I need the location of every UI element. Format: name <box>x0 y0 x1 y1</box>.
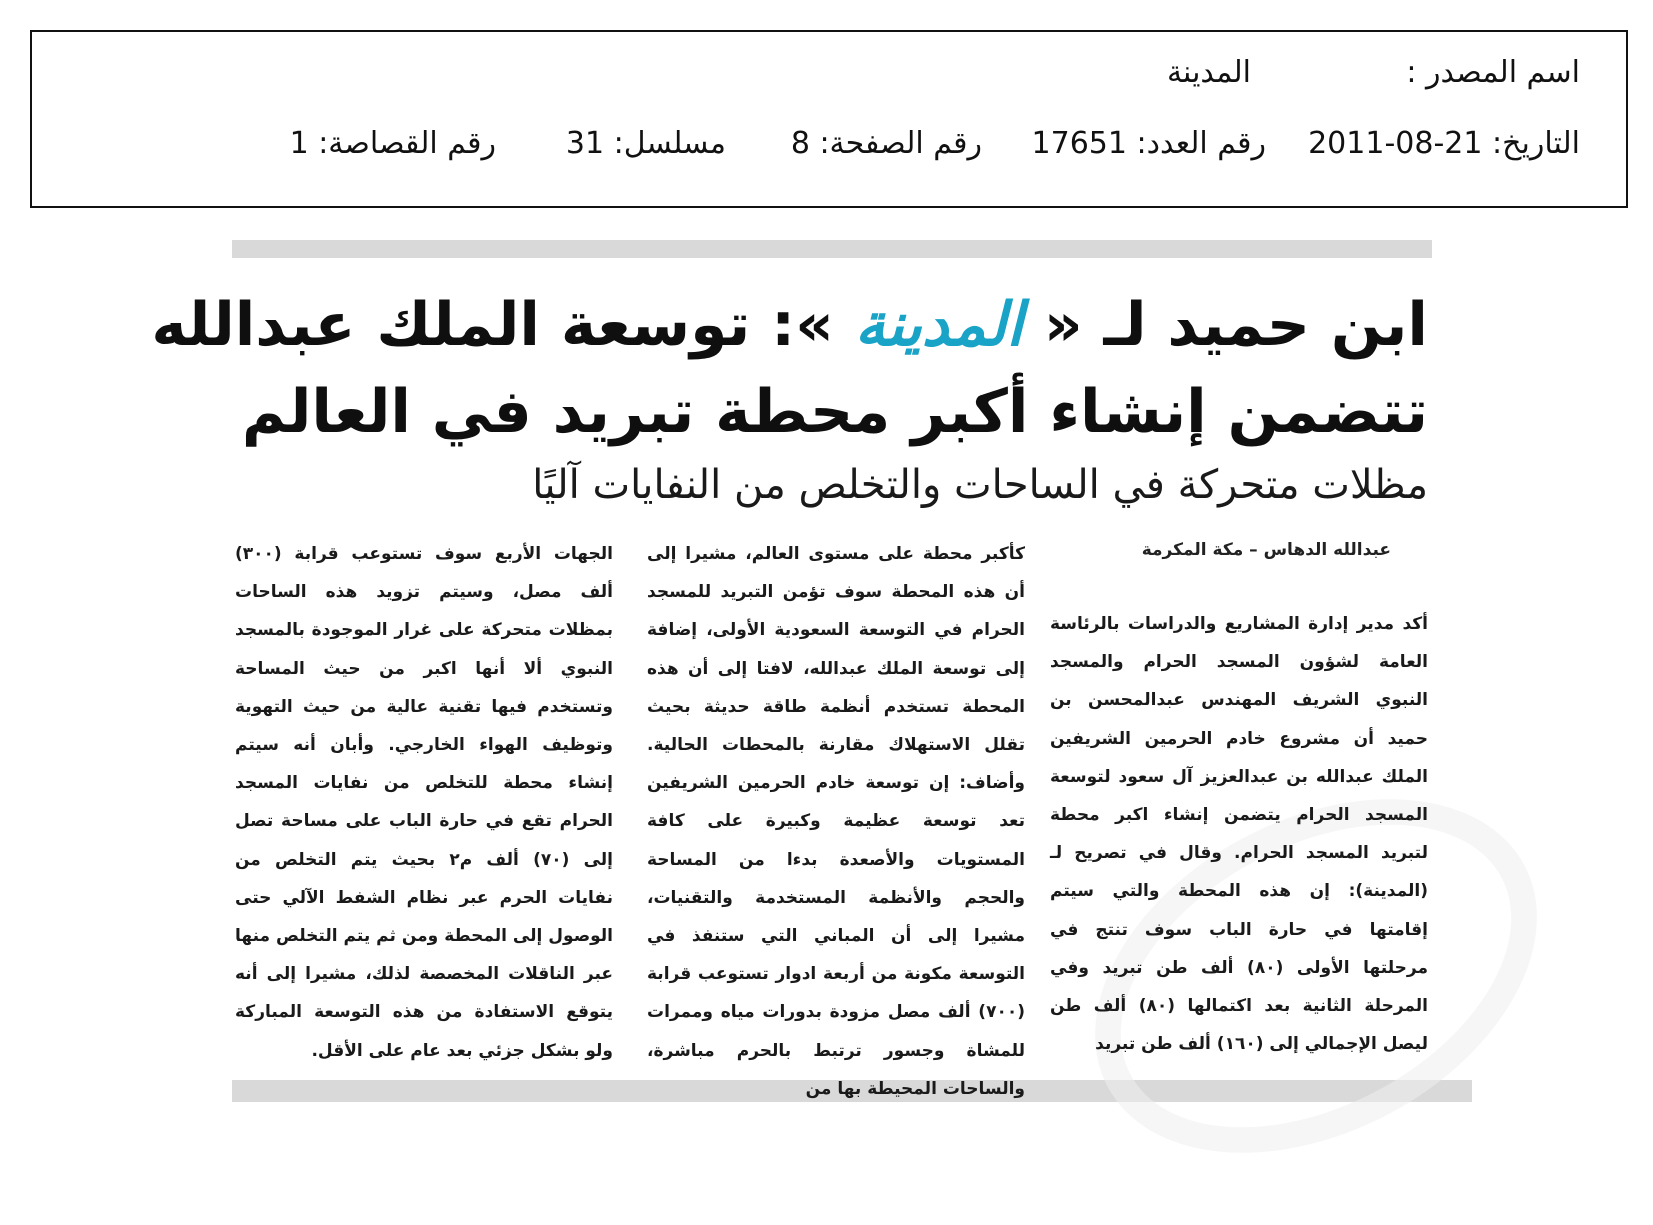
column-3-text: الجهات الأربع سوف تستوعب قرابة (٣٠٠) ألف مصل، وسيتم تزويد هذه الساحات بمظلات متحركة على غرار الموجودة بالمسجد النبوي ألا أنها اكبر من حيث المساحة وتستخدم فيها تقنية عالية من حيث التهوية وتوظيف الهواء الخارجي. وأبان أنه سيتم إنشاء محطة للتخلص من نفايات المسجد الحرام تقع في حارة الباب على مساحة تصل إلى (٧٠) ألف م٢ بحيث يتم التخلص من نفايات الحرم عبر نظام الشفط الآلي حتى الوصول إلى المحطة ومن ثم يتم التخلص منها عبر الناقلات المخصصة لذلك، مشيرا إلى أنه يتوقع الاستفادة من هذه التوسعة المباركة ولو بشكل جزئي بعد عام على الأقل. <box>235 544 613 1061</box>
top-divider <box>232 240 1432 258</box>
headline-suffix: »: توسعة الملك عبدالله <box>151 290 834 360</box>
source-label: اسم المصدر : <box>1406 55 1580 90</box>
column-2-text: كأكبر محطة على مستوى العالم، مشيرا إلى أن هذه المحطة سوف تؤمن التبريد للمسجد الحرام في التوسعة السعودية الأولى، إضافة إلى توسعة الملك عبدالله، لافتا إلى أن هذه المحطة تستخدم أنظمة طاقة حديثة بحيث تقلل الاستهلاك مقارنة بالمحطات الحالية. وأضاف: إن توسعة خادم الحرمين الشريفين تعد توسعة عظيمة وكبيرة على كافة المستويات والأصعدة بدءا من المساحة والحجم والأنظمة المستخدمة والتقنيات، مشيرا إلى أن المباني التي ستنفذ في التوسعة مكونة من أربعة ادوار تستوعب قرابة (٧٠٠) ألف مصل مزودة بدورات مياه وممرات للمشاة وجسور ترتبط بالحرم مباشرة، والساحات المحيطة بها من <box>647 544 1025 1099</box>
headline-line-2: تتضمن إنشاء أكبر محطة تبريد في العالم <box>241 377 1428 447</box>
clipping-metadata-box <box>30 30 1628 208</box>
serial-field: مسلسل: 31 <box>565 126 726 161</box>
headline-line-1 <box>151 290 1428 360</box>
date-field: التاريخ: 21-08-2011 <box>1308 126 1580 161</box>
newspaper-brand: المدينة <box>854 290 1023 360</box>
column-1-text: أكد مدير إدارة المشاريع والدراسات بالرئاسة العامة لشؤون المسجد الحرام والمسجد النبوي الشريف المهندس عبدالمحسن بن حميد أن مشروع خادم الحرمين الشريفين الملك عبدالله بن عبدالعزيز آل سعود لتوسعة المسجد الحرام يتضمن إنشاء اكبر محطة لتبريد المسجد الحرام. وقال في تصريح لـ (المدينة): إن هذه المحطة والتي سيتم إقامتها في حارة الباب سوف تنتج في مرحلتها الأولى (٨٠) ألف طن تبريد وفي المرحلة الثانية بعد اكتمالها (٨٠) ألف طن ليصل الإجمالي إلى (١٦٠) ألف طن تبريد <box>1050 614 1429 1055</box>
page-number-field: رقم الصفحة: 8 <box>790 126 982 161</box>
byline: عبدالله الدهاس – مكة المكرمة <box>1141 540 1391 560</box>
article-column-1 <box>1050 605 1428 1063</box>
clip-number-field: رقم القصاصة: 1 <box>289 126 496 161</box>
article-column-3 <box>235 535 613 1070</box>
issue-number-field: رقم العدد: 17651 <box>1031 126 1266 161</box>
subheadline: مظلات متحركة في الساحات والتخلص من النفايات آليًا <box>532 462 1428 508</box>
article-column-2 <box>647 535 1025 1108</box>
source-value: المدينة <box>1166 55 1251 90</box>
headline-prefix: ابن حميد لـ « <box>1043 290 1428 360</box>
